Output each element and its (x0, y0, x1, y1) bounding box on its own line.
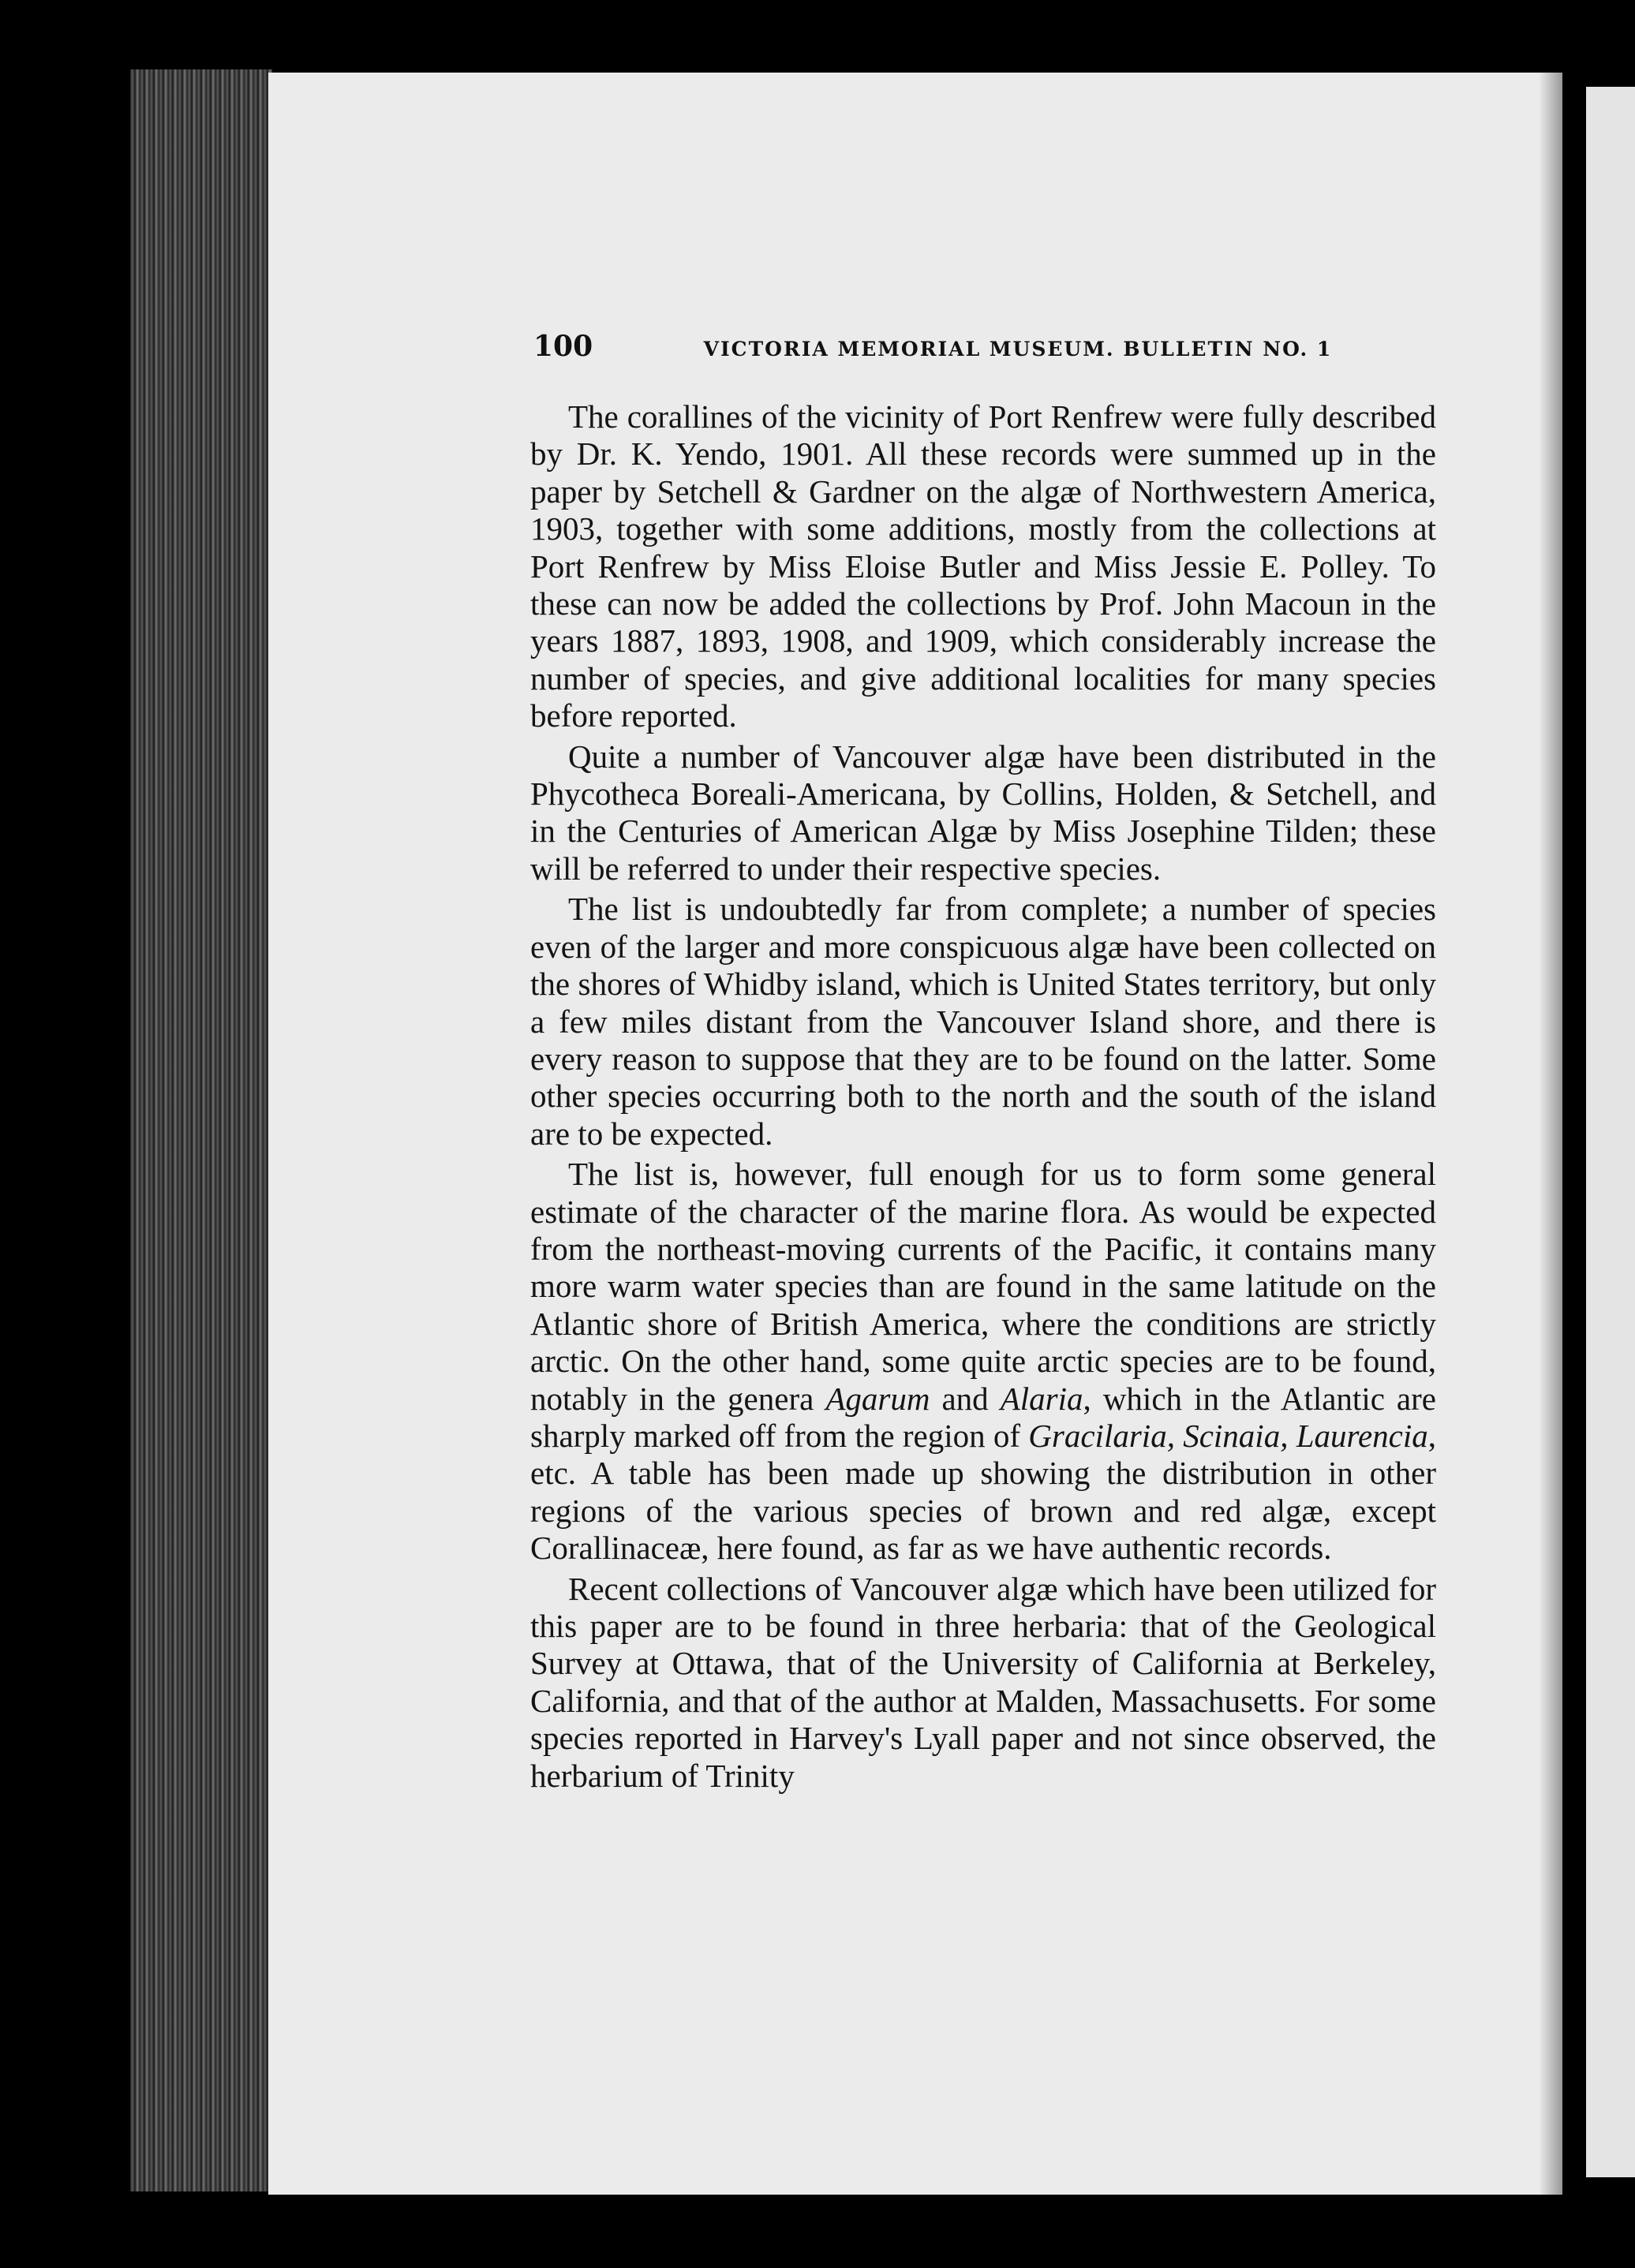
running-head (533, 330, 1441, 363)
paragraph-2-text: Quite a number of Vancouver algæ have been distributed in the Phycotheca Boreali-Americana, by Collins, Holden, & Setchell, and in the Centuries of American Algæ by Miss Josephine Tilden; these will be referred to under their respective species. (530, 738, 1436, 887)
paragraph-4 (530, 1156, 1436, 1567)
genus-name-italic: Agarum (825, 1380, 930, 1417)
page-number: 100 (533, 330, 593, 363)
paragraph-5 (530, 1571, 1436, 1795)
paragraph-3 (530, 891, 1436, 1153)
paragraph-2 (530, 738, 1436, 888)
paragraph-1-text: The corallines of the vicinity of Port Renfrew were fully described by Dr. K. Yendo, 1901. All these records were summed up in the paper by Setchell & Gardner on the algæ of Northwestern America, 1903, together with some additions, mostly from the collections at Port Renfrew by Miss Eloise Butler and Miss Jessie E. Polley. To these can now be added the collections by Prof. John Macoun in the years 1887, 1893, 1908, and 1909, which considerably increase the number of species, and give additional localities for many species before reported. (530, 398, 1436, 734)
book-gutter-edge (130, 69, 272, 2191)
paragraph-4-text: , which in the Atlantic are sharply marked off from the region of (530, 1380, 1436, 1454)
running-head-title: VICTORIA MEMORIAL MUSEUM. BULLETIN NO. 1 (703, 338, 1333, 361)
paragraph-3-text: The list is undoubtedly far from complete; a number of species even of the larger and more conspicuous algæ have been collected on the shores of Whidby island, which is United States territory, but only a few miles distant from the Vancouver Island shore, and there is every reason to suppose that they are to be found on the latter. Some other species occurring both to the north and the south of the island are to be expected. (530, 891, 1436, 1152)
paragraph-4-text: and (930, 1380, 1001, 1417)
paragraph-5-text: Recent collections of Vancouver algæ which have been utilized for this paper are to be found in three herbaria: that of the Geological Survey at Ottawa, that of the University of California at Berkeley, California, and that of the author at Malden, Massachusetts. For some species reported in Harvey's Lyall paper and not since observed, the herbarium of Trinity (530, 1570, 1436, 1794)
paragraph-4-text: , etc. A table has been made up showing the distribution in other regions of the various species of brown and red algæ, except Corallinaceæ, here found, as far as we have authentic records. (530, 1417, 1436, 1567)
genus-names-italic: Gracilaria, Scinaia, Laurencia (1028, 1417, 1428, 1454)
adjacent-page-edge (1586, 87, 1635, 2177)
paragraph-1 (530, 398, 1436, 735)
paragraph-4-text: The list is, however, full enough for us to form some general estimate of the character of the marine flora. As would be expected from the northeast-moving currents of the Pacific, it contains many more warm water species than are found in the same latitude on the Atlantic shore of British America, where the conditions are strictly arctic. On the other hand, some quite arctic species are to be found, notably in the genera (530, 1156, 1436, 1417)
page-shadow (1539, 73, 1562, 2195)
genus-name-italic: Alaria (1000, 1380, 1083, 1417)
body-text (530, 398, 1436, 1798)
